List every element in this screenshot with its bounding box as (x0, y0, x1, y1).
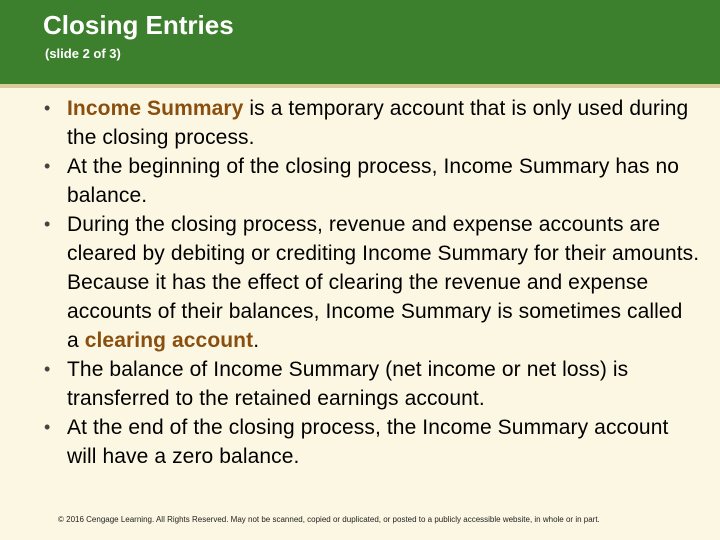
bullet-icon: • (44, 156, 51, 176)
bullet-item (0, 152, 720, 210)
bullet-text: At the beginning of the closing process, Income Summary has no balance. (67, 155, 680, 207)
bullet-item (0, 210, 720, 355)
bullet-icon: • (44, 214, 51, 234)
bullet-text-tail: . (253, 329, 260, 352)
bullet-item (0, 413, 720, 471)
bullet-item (0, 355, 720, 413)
bullet-text: At the end of the closing process, the Income Summary account will have a zero balance. (67, 416, 669, 468)
slide-title: Closing Entries (43, 10, 234, 40)
bullet-icon: • (44, 359, 51, 379)
bullet-icon: • (44, 98, 51, 118)
title-bar (0, 0, 720, 84)
bullet-text: During the closing process, revenue and expense accounts are cleared by debiting or crediting Income Summary for their amounts. Because it has the effect of clearing the revenue and expense accounts of their balances, Income Summary is sometimes called a (67, 213, 700, 352)
key-term: clearing account (84, 329, 254, 352)
bullet-list (0, 94, 720, 471)
key-term: Income Summary (67, 97, 244, 120)
bullet-item (0, 94, 720, 152)
bullet-icon: • (44, 417, 51, 437)
bullet-text: is a temporary account that is only used during the closing process. (67, 97, 689, 149)
copyright-notice: © 2016 Cengage Learning. All Rights Reserved. May not be scanned, copied or duplicated, or posted to a publicly accessible website, in whole or in part. (58, 515, 600, 524)
slide-subtitle: (slide 2 of 3) (45, 46, 121, 61)
bullet-text: The balance of Income Summary (net income or net loss) is transferred to the retained earnings account. (67, 358, 629, 410)
header-divider (0, 84, 720, 88)
